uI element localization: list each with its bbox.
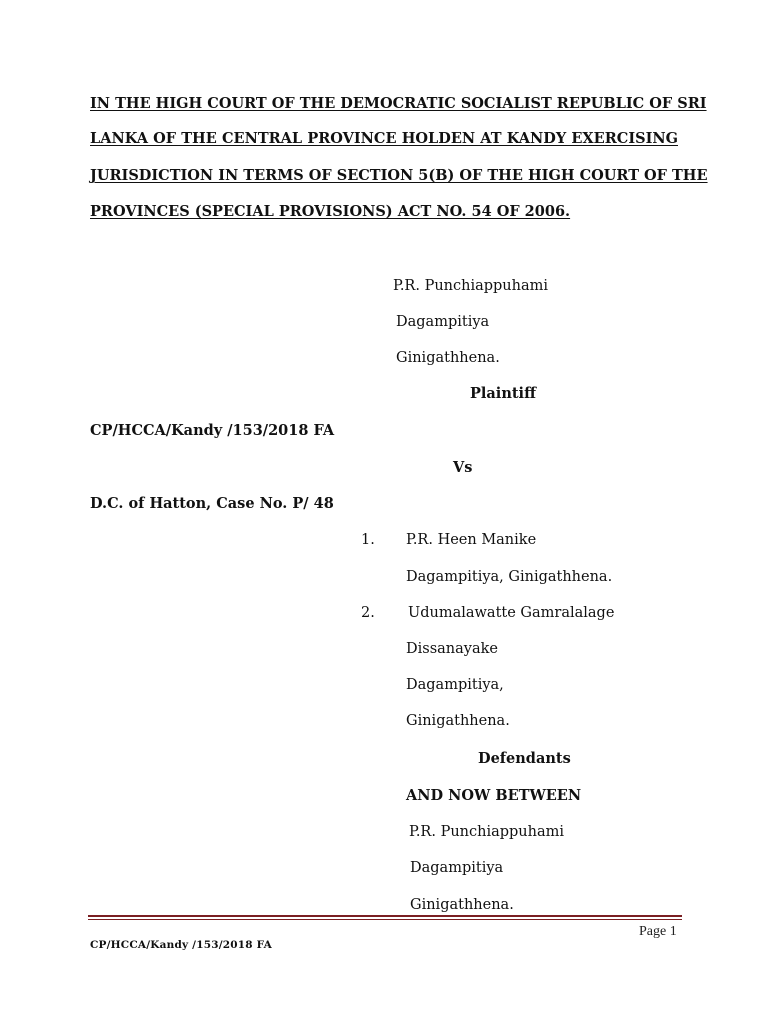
now-between-heading: AND NOW BETWEEN — [406, 787, 582, 804]
plaintiff-address-2: Ginigathhena. — [396, 350, 500, 366]
now-between-address-2: Ginigathhena. — [410, 897, 514, 913]
defendant-2-address-2: Ginigathhena. — [406, 713, 510, 729]
case-number: CP/HCCA/Kandy /153/2018 FA — [90, 422, 335, 439]
defendant-2-address-1: Dagampitiya, — [406, 677, 504, 693]
versus-label: Vs — [453, 459, 473, 476]
plaintiff-role: Plaintiff — [470, 385, 536, 402]
defendants-role: Defendants — [478, 750, 571, 767]
defendant-2-name: Udumalawatte Gamralalage — [408, 605, 615, 621]
plaintiff-address-1: Dagampitiya — [396, 314, 490, 330]
defendant-1-name: P.R. Heen Manike — [406, 532, 537, 548]
title-line-2: LANKA OF THE CENTRAL PROVINCE HOLDEN AT KANDY EXERCISING — [90, 130, 678, 147]
defendant-1-number: 1. — [361, 532, 375, 548]
now-between-name: P.R. Punchiappuhami — [409, 824, 565, 840]
defendant-1-address: Dagampitiya, Ginigathhena. — [406, 569, 613, 585]
footer-rule-thick — [88, 915, 682, 917]
footer-case-ref: CP/HCCA/Kandy /153/2018 FA — [90, 939, 273, 951]
title-line-3: JURISDICTION IN TERMS OF SECTION 5(B) OF THE HIGH COURT OF THE — [90, 167, 708, 184]
defendant-2-name-cont: Dissanayake — [406, 641, 498, 657]
defendant-2-number: 2. — [361, 605, 375, 621]
title-line-1: IN THE HIGH COURT OF THE DEMOCRATIC SOCIALIST REPUBLIC OF SRI — [90, 95, 707, 112]
page-number: Page 1 — [639, 924, 677, 939]
lower-court-case: D.C. of Hatton, Case No. P/ 48 — [90, 495, 334, 512]
now-between-address-1: Dagampitiya — [410, 860, 504, 876]
plaintiff-name: P.R. Punchiappuhami — [393, 278, 549, 294]
footer-rule-thin — [88, 919, 682, 920]
title-line-4: PROVINCES (SPECIAL PROVISIONS) ACT NO. 54 OF 2006. — [90, 203, 571, 220]
